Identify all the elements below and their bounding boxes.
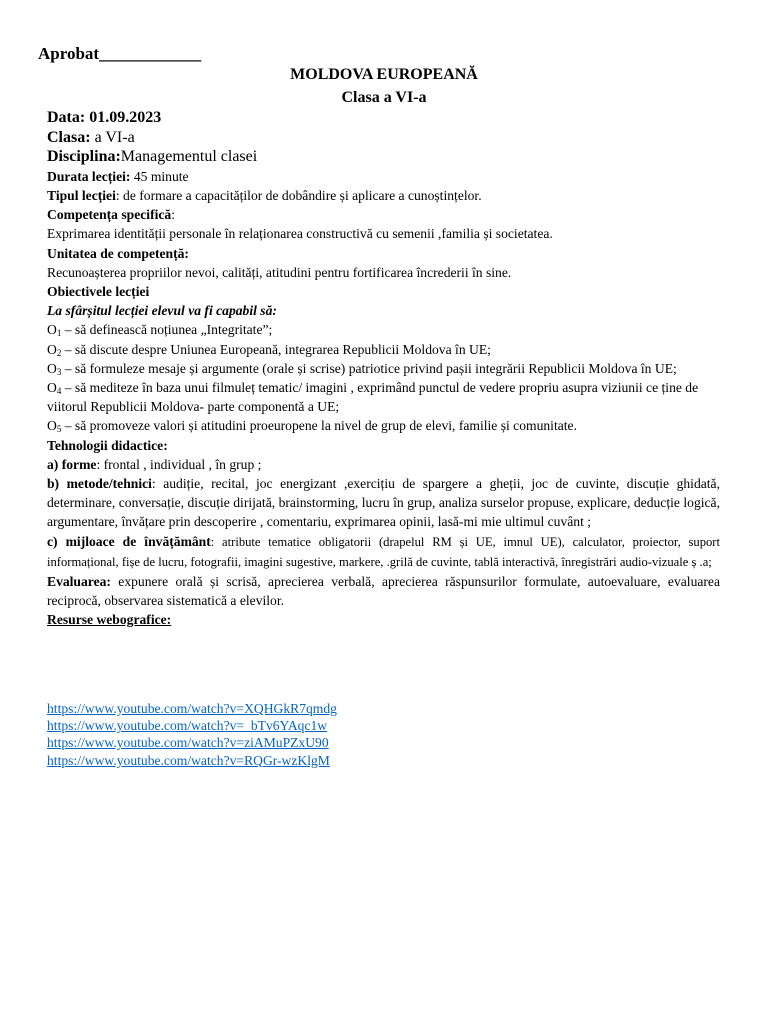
technologies-heading: Tehnologii didactice: [47,437,168,453]
objective-item: $O_3$ – să formuleze mesaje și argumente (orale și scrise) patriotice privind pașii integrării Republicii Moldova în UE; [47,360,677,377]
objective-item: $O_5$ – să promoveze valori și atitudini proeuropene la nivel de grup de elevi, familie și comunitate. [47,418,577,435]
objective-item: $O_4$ – să mediteze în baza unui filmuleț tematic/ imagini , exprimând punctul de vedere propriu asupra viziunii ce ține de viitorul Republicii Moldova- parte componentă a UE; [47,380,699,415]
methods-text: : audiție, recital, joc energizant ,exercițiu de spargere a gheții, joc de cuvinte, discuție ghidată, determinare, conversație, discuție dirijată, brainstorming, lucru în grup, analiza surselor propuse, explicare, deducție logică, argumentare, învățare prin descoperire , comentariu, exprimarea opinii, lasă-mi mie ultimul cuvânt ; [47,476,720,530]
duration-line [47,167,720,186]
date-line: Data: 01.09.2023 [47,109,162,126]
discipline-line [47,147,720,167]
resource-link[interactable]: https://www.youtube.com/watch?v=XQHGkR7qmdg [47,701,337,716]
forms-line [47,455,720,474]
methods-label: b) metode/tehnici [47,476,152,492]
duration-value: 45 minute [130,168,189,184]
means-label: c) mijloace de învățământ [47,533,211,549]
discipline-value: Managementul clasei [120,148,258,166]
objective-item: $O_1$ – să definească noțiunea „Integritate”; [47,322,273,339]
competence-colon: : [171,207,175,223]
resources-heading: Resurse webografice: [47,612,172,628]
methods-paragraph [47,474,720,532]
means-paragraph [47,532,720,572]
evaluation-label: Evaluarea: [47,574,111,590]
class-value: a VI-a [90,128,135,146]
class-line [47,128,720,148]
lesson-type-line [47,186,720,205]
competence-label: Competența specifică [47,207,172,223]
unit-heading: Unitatea de competență: [47,245,189,261]
lesson-plan-body [47,108,720,630]
approval-line: Aprobat____________ [38,44,202,63]
class-label: Clasa: [47,128,91,146]
means-text: : atribute tematice obligatorii (drapelul RM și UE, imnul UE), calculator, proiector, suport informațional, fișe de lucru, fotografii, imagini sugestive, markere, .grilă de cuvinte, tablă interactivă, înregistrări audio-vizuale ș .a; [47,534,720,569]
competence-text: Exprimarea identității personale în relaționarea constructivă cu semenii ,familia și societatea. [47,226,553,242]
objectives-intro: La sfârșitul lecției elevul va fi capabil să: [47,303,277,319]
resource-link[interactable]: https://www.youtube.com/watch?v=ziAMuPZxU90 [47,735,329,751]
forms-text: : frontal , individual , în grup ; [96,456,262,472]
evaluation-text: expunere orală și scrisă, aprecierea verbală, aprecierea răspunsurilor formulate, autoevaluare, evaluarea reciprocă, observarea sistematică a elevilor. [47,574,720,609]
evaluation-paragraph [47,572,720,610]
lesson-type-value: : de formare a capacităților de dobândire și aplicare a cunoștințelor. [115,187,482,203]
competence-heading [47,205,720,224]
duration-label: Durata lecției: [47,168,131,184]
discipline-label: Disciplina: [47,148,121,166]
document-title: MOLDOVA EUROPEANĂ [290,66,478,83]
resource-link[interactable]: https://www.youtube.com/watch?v=RQGr-wzKlgM [47,752,330,768]
document-subtitle: Clasa a VI-a [341,89,427,106]
objectives-heading: Obiectivele lecției [47,284,150,299]
objective-item: $O_2$ – să discute despre Uniunea Europeană, integrarea Republicii Moldova în UE; [47,341,491,358]
lesson-type-label: Tipul lecției [47,187,116,203]
forms-label: a) forme [47,456,97,472]
resource-link[interactable]: https://www.youtube.com/watch?v=_bTv6YAqc1w [47,718,328,734]
unit-text: Recunoașterea propriilor nevoi, calități, atitudini pentru fortificarea încrederii în sine. [47,264,512,280]
resource-links [47,700,337,769]
